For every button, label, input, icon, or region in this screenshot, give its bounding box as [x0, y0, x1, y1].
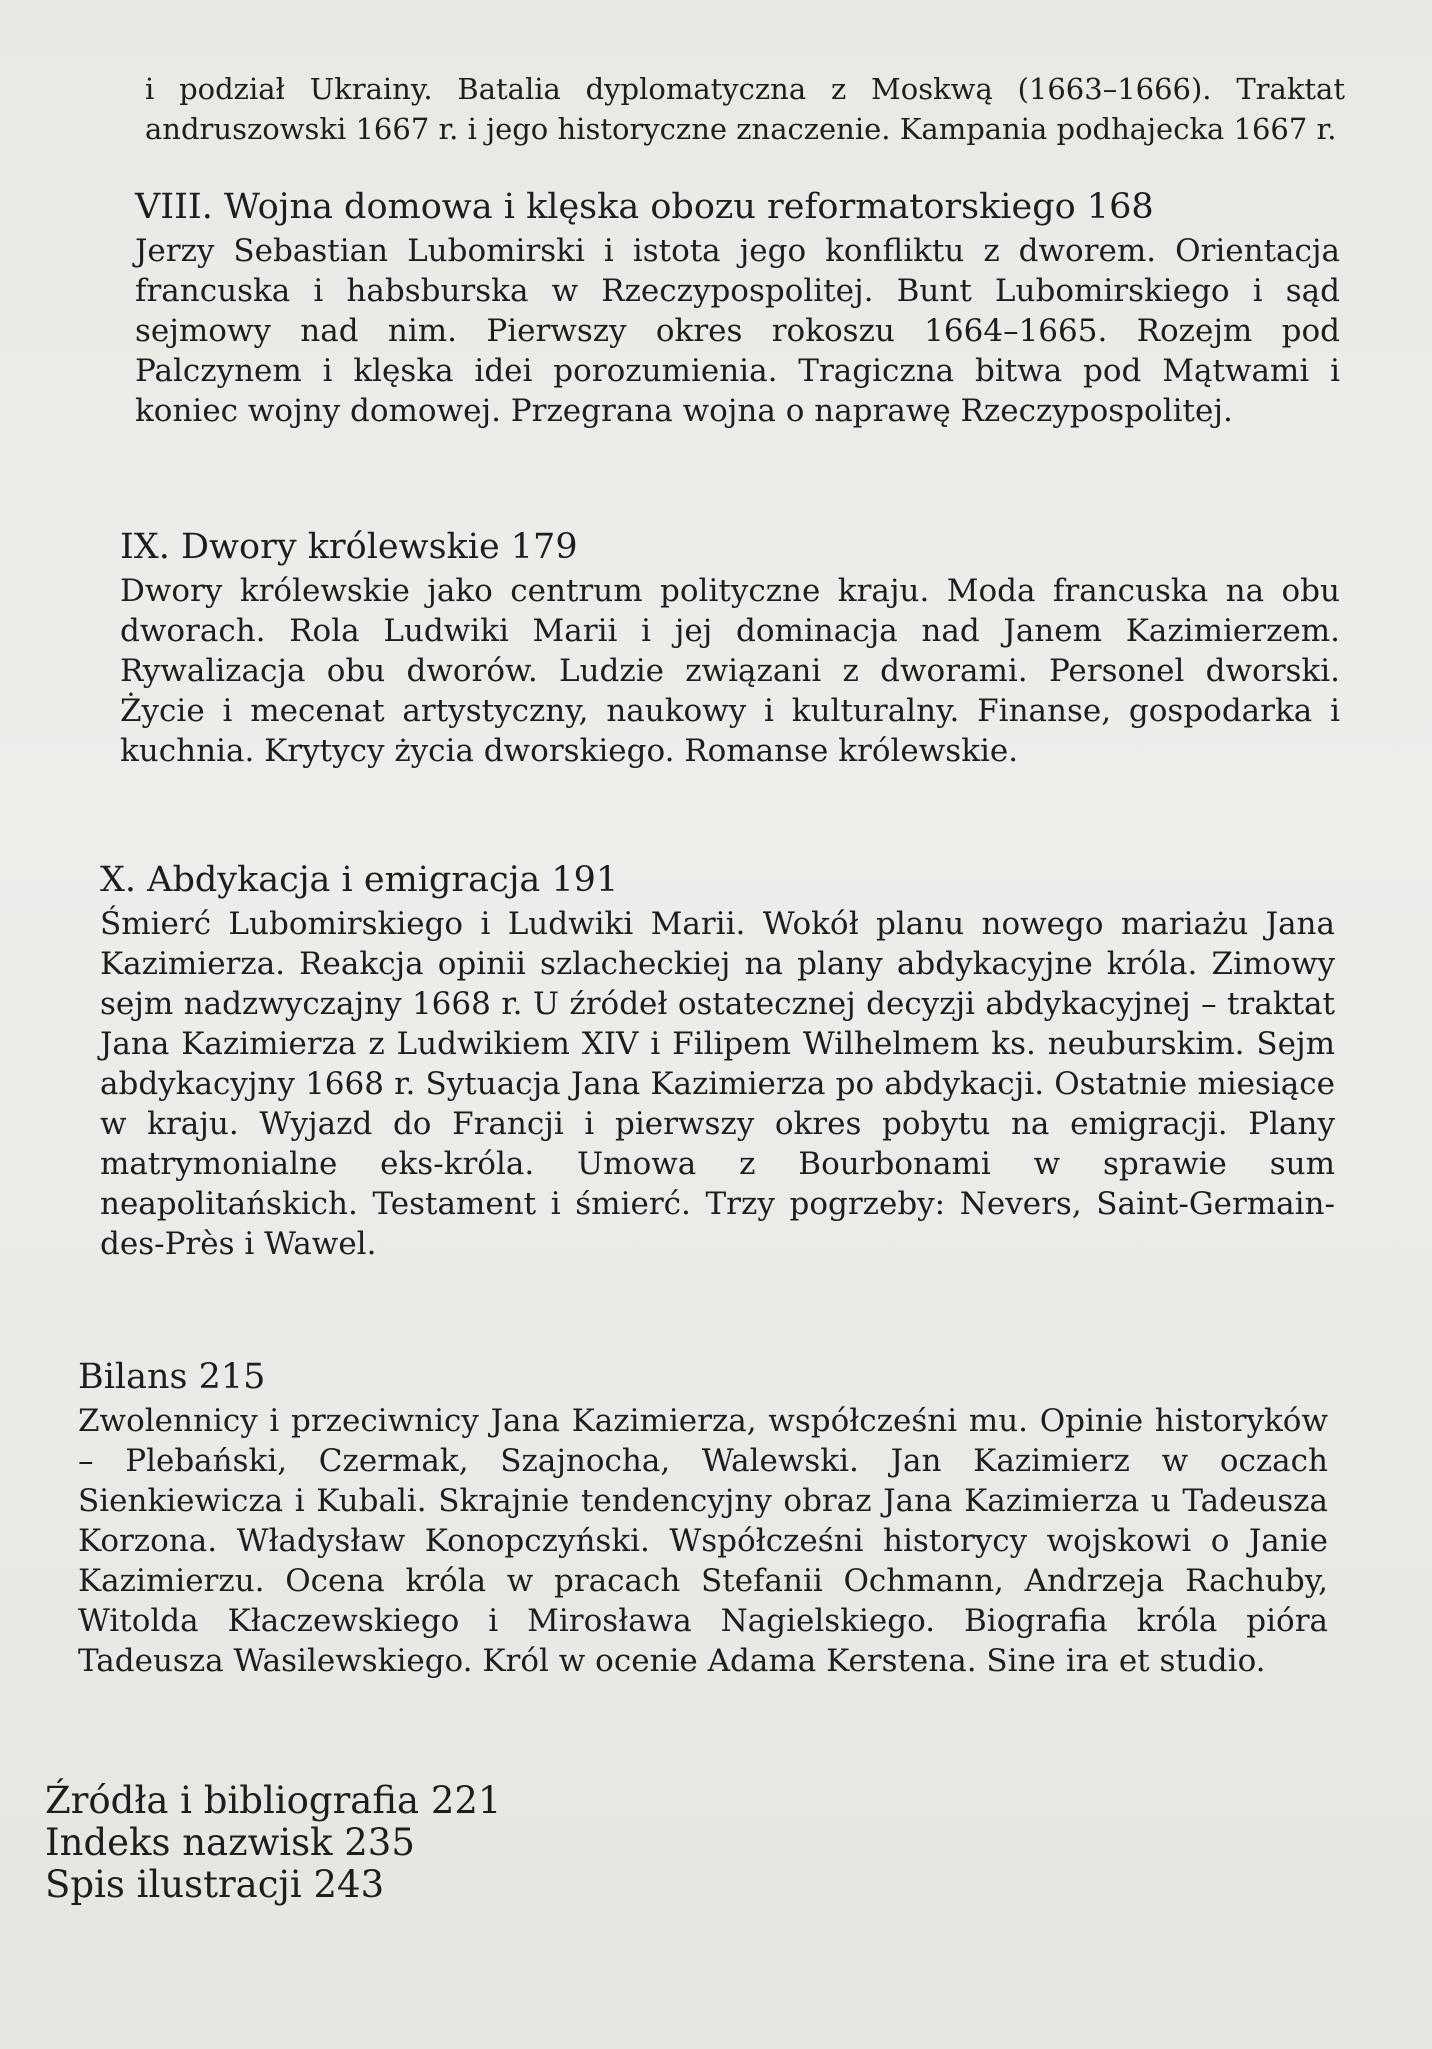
section-summary: Jerzy Sebastian Lubomirski i istota jego konfliktu z dworem. Orientacja francuska i habsburska w Rzeczypospolitej. Bunt Lubomirskiego i sąd sejmowy nad nim. Pierwszy okres rokoszu 1664–1665. Rozejm pod Palczynem i klęska idei porozumienia. Tragiczna bitwa pod Mątwami i koniec wojny domowej. Przegrana wojna o naprawę Rzeczypospolitej.: [135, 233, 1340, 429]
section-heading: VIII. Wojna domowa i klęska obozu reformatorskiego 168: [135, 187, 1154, 227]
section-summary: Dwory królewskie jako centrum polityczne kraju. Moda francuska na obu dworach. Rola Ludwiki Marii i jej dominacja nad Janem Kazimierzem. Rywalizacja obu dworów. Ludzie związani z dworami. Personel dworski. Życie i mecenat artystyczny, naukowy i kulturalny. Finanse, gospodarka i kuchnia. Krytycy życia dworskiego. Romanse królewskie.: [120, 573, 1340, 769]
toc-section-x: [100, 858, 1335, 1264]
continued-paragraph: i podział Ukrainy. Batalia dyplomatyczna z Moskwą (1663–1666). Traktat andruszowski 1667 r. i jego historyczne znaczenie. Kampania podhajecka 1667 r.: [145, 72, 1345, 146]
section-summary: Zwolennicy i przeciwnicy Jana Kazimierza, współcześni mu. Opinie historyków – Plebański, Czermak, Szajnocha, Walewski. Jan Kazimierz w oczach Sienkiewicza i Kubali. Skrajnie tendencyjny obraz Jana Kazimierza u Tadeusza Korzona. Władysław Konopczyński. Współcześni historycy wojskowi o Janie Kazimierzu. Ocena króla w pracach Stefanii Ochmann, Andrzeja Rachuby, Witolda Kłaczewskiego i Mirosława Nagielskiego. Biografia króla pióra Tadeusza Wasilewskiego. Król w ocenie Adama Kerstena. Sine ira et studio.: [78, 1403, 1328, 1679]
section-heading: Bilans 215: [78, 1357, 266, 1397]
section-heading: X. Abdykacja i emigracja 191: [100, 860, 619, 900]
toc-section-viii: [135, 185, 1340, 431]
toc-entry-sources: Źródła i bibliografia 221: [45, 1779, 502, 1822]
toc-section-bilans: [78, 1355, 1328, 1681]
toc-entry-name-index: Indeks nazwisk 235: [45, 1821, 415, 1864]
section-summary: Śmierć Lubomirskiego i Ludwiki Marii. Wokół planu nowego mariażu Jana Kazimierza. Reakcja opinii szlacheckiej na plany abdykacyjne króla. Zimowy sejm nadzwyczajny 1668 r. U źródeł ostatecznej decyzji abdykacyjnej – traktat Jana Kazimierza z Ludwikiem XIV i Filipem Wilhelmem ks. neuburskim. Sejm abdykacyjny 1668 r. Sytuacja Jana Kazimierza po abdykacji. Ostatnie miesiące w kraju. Wyjazd do Francji i pierwszy okres pobytu na emigracji. Plany matrymonialne eks-króla. Umowa z Bourbonami w sprawie sum neapolitańskich. Testament i śmierć. Trzy pogrzeby: Nevers, Saint-Germain-des-Près i Wawel.: [100, 906, 1335, 1262]
toc-section-ix: [120, 525, 1340, 771]
section-heading: IX. Dwory królewskie 179: [120, 527, 578, 567]
back-matter-list: [45, 1780, 501, 1906]
toc-entry-illustrations: Spis ilustracji 243: [45, 1863, 385, 1906]
